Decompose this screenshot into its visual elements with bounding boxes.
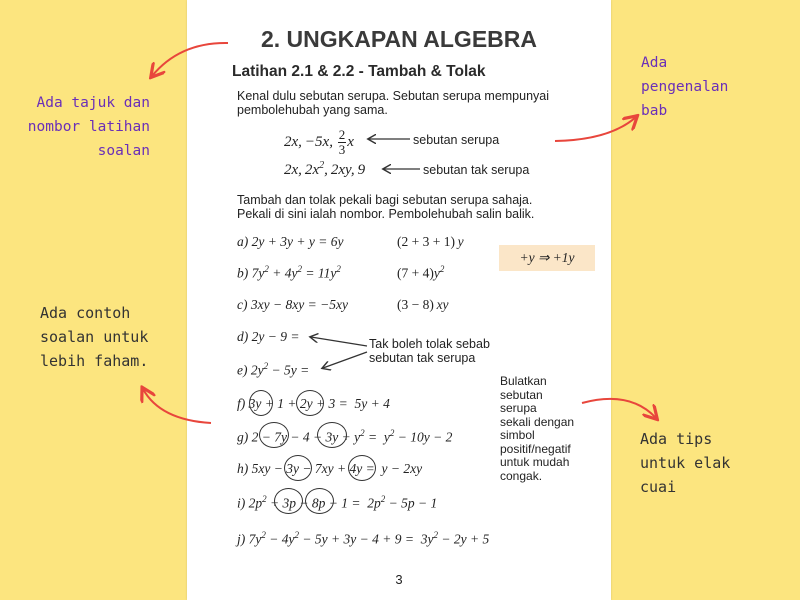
example-j: j) $7y^2 - 4y^2 - 5y + 3y - 4 + 9 = 3y^2 - 2y + 5$ [237,530,490,547]
rule-line-1: Tambah dan tolak pekali bagi sebutan serupa sahaja. [237,193,533,207]
annotation-line: soalan [97,143,150,159]
like-terms-label: sebutan serupa [413,133,500,147]
page-title: 2. UNGKAPAN ALGEBRA [260,26,537,52]
example-c-work: (3 − 8) xy [397,297,449,312]
circle-tip-line: serupa [500,401,537,415]
annotation-line: Ada tips [640,430,713,448]
annotation-line: soalan untuk [40,328,149,346]
circle-tip-line: untuk mudah [500,455,570,469]
rule-line-2: Pekali di sini ialah nombor. Pembolehubah salin balik. [237,207,535,221]
example-e: e) $2y^2 - 5y$ = [237,361,310,378]
example-i: i) $2p^2 + 3p - 8p - 1 = 2p^2 - 5p - 1$ [237,494,438,511]
annotation-line: bab [641,103,668,119]
annotation-line: Ada tajuk dan [36,95,150,111]
intro-line-2: pembolehubah yang sama. [237,103,388,117]
example-b: b) $7y^2 + 4y^2 = 11y^2$ [237,264,341,281]
cannot-subtract-line-2: sebutan tak serupa [369,351,476,365]
circle-tip-line: sebutan [500,387,543,402]
circle-tip-line: positif/negatif [500,441,571,456]
intro-line-1: Kenal dulu sebutan serupa. Sebutan serupa mempunyai [237,89,550,103]
exercise-subtitle: Latihan 2.1 & 2.2 - Tambah & Tolak [232,63,486,80]
cannot-subtract-line-1: Tak boleh tolak sebab [369,337,490,351]
unlike-terms-label: sebutan tak serupa [423,163,530,177]
annotation-line: cuai [640,478,677,496]
annotation-line: nombor latihan [27,119,150,135]
example-f: f) 3y + 1 + 2y + 3 = 5y + 4 [237,396,390,411]
circle-tip-line: Bulatkan [500,374,547,388]
circle-tip-line: sekali dengan [500,414,575,429]
example-a: a) 2y + 3y + y = 6y [237,234,344,249]
page-number: 3 [395,572,403,587]
arrow-to-e [323,352,367,368]
example-g: g) $2 - 7y - 4 - 3y + y^2 = y^2 - 10y - 2$ [237,428,453,445]
annotation-line: pengenalan [641,79,729,95]
example-d: d) 2y − 9 = [237,329,300,344]
like-terms-example: 2x, −5x, $\frac{2}{3}$ x [284,127,354,157]
circle-tip-line: congak. [500,468,543,483]
example-a-work: (2 + 3 + 1) y [397,234,464,249]
unlike-terms-example: 2x, $2x^2$, 2xy, 9 [284,160,366,178]
arrow-to-examples [143,389,211,423]
tip-box-text: +y ⇒ +1y [519,250,575,265]
arrow-to-tips [582,399,656,418]
example-h: h) 5xy − 3y − 7xy + 4y = y − 2xy [237,461,423,476]
annotation-line: Ada [641,55,668,71]
annotation-line: lebih faham. [40,352,149,370]
arrow-to-d [311,337,367,346]
annotation-line: Ada contoh [40,304,131,322]
annotation-line: untuk elak [640,454,731,472]
arrow-to-heading [152,43,228,76]
circle-tip-line: simbol [500,428,535,442]
example-b-work: $(7 + 4)y^2$ [397,264,445,281]
example-c: c) 3xy − 8xy = −5xy [237,297,348,312]
arrow-to-intro [555,117,636,141]
